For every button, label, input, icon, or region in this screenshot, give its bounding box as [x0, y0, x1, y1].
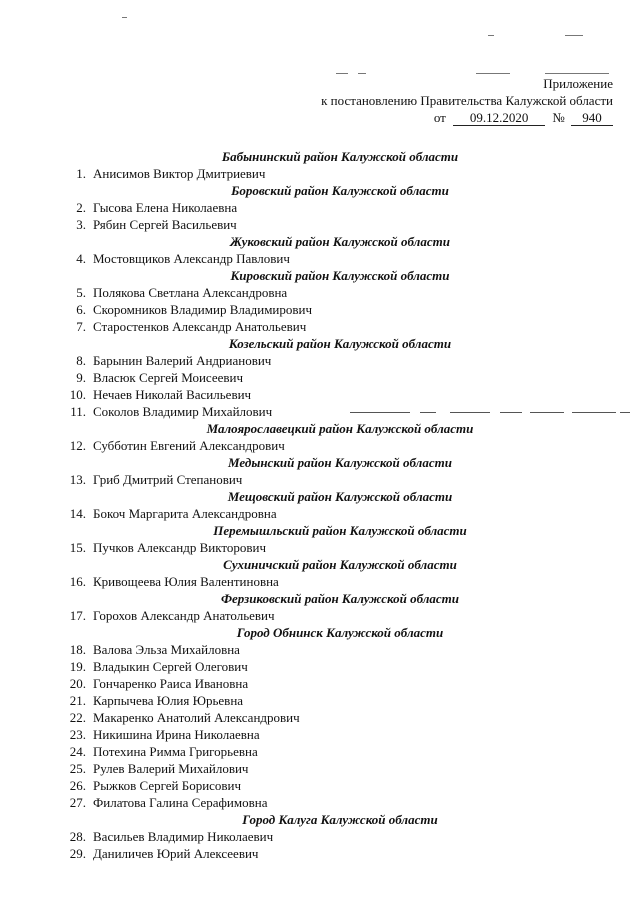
list-item: [60, 301, 620, 318]
item-number: 21.: [69, 693, 86, 708]
district-heading: Боровский район Калужской области: [231, 183, 449, 198]
person-name: Нечаев Николай Васильевич: [93, 387, 252, 402]
item-number: 22.: [69, 710, 86, 725]
list-item: [60, 437, 620, 454]
item-number: 24.: [69, 744, 86, 759]
scan-artifact-dash: [350, 412, 410, 413]
item-number: 8.: [76, 353, 86, 368]
date-prefix: от: [433, 110, 446, 125]
scan-artifact-dash: [530, 412, 564, 413]
item-number: 19.: [69, 659, 86, 674]
item-number: 6.: [76, 302, 86, 317]
list-item: [60, 284, 620, 301]
list-item: [60, 403, 620, 420]
item-number: 18.: [69, 642, 86, 657]
item-number: 13.: [69, 472, 86, 487]
list-item: [60, 386, 620, 403]
person-name: Макаренко Анатолий Александрович: [93, 710, 300, 725]
item-number: 11.: [70, 404, 86, 419]
item-number: 14.: [69, 506, 86, 521]
item-number: 3.: [76, 217, 86, 232]
list-item: [60, 794, 620, 811]
district-heading: Ферзиковский район Калужской области: [220, 591, 460, 606]
person-name: Филатова Галина Серафимовна: [93, 795, 268, 810]
appendix-title: Приложение: [543, 76, 613, 91]
number-prefix: №: [552, 110, 565, 125]
list-item: [60, 845, 620, 862]
person-name: Соколов Владимир Михайлович: [93, 404, 273, 419]
scan-artifact-dash: [420, 412, 436, 413]
list-item: [60, 692, 620, 709]
person-name: Гончаренко Раиса Ивановна: [93, 676, 249, 691]
item-number: 25.: [69, 761, 86, 776]
person-name: Старостенков Александр Анатольевич: [93, 319, 307, 334]
list-item: [60, 199, 620, 216]
item-number: 9.: [76, 370, 86, 385]
district-heading: Сухиничский район Калужской области: [223, 557, 457, 572]
person-name: Потехина Римма Григорьевна: [93, 744, 258, 759]
district-heading: Кировский район Калужской области: [230, 268, 450, 283]
district-heading: Козельский район Калужской области: [228, 336, 452, 351]
list-item: [60, 318, 620, 335]
person-name: Владыкин Сергей Олегович: [93, 659, 248, 674]
list-item: [60, 165, 620, 182]
person-name: Полякова Светлана Александровна: [93, 285, 288, 300]
list-item: [60, 658, 620, 675]
person-name: Карпычева Юлия Юрьевна: [93, 693, 244, 708]
scan-artifact-line: [565, 35, 583, 36]
date-field: 09.12.2020: [453, 111, 545, 126]
scan-artifact-line: [476, 73, 510, 74]
item-number: 1.: [76, 166, 86, 181]
scan-artifact-dash: [500, 412, 522, 413]
scan-artifact-line: [122, 17, 127, 18]
person-name: Бокоч Маргарита Александровна: [93, 506, 277, 521]
item-number: 16.: [69, 574, 86, 589]
district-heading: Мещовский район Калужской области: [227, 489, 453, 504]
list-item: [60, 726, 620, 743]
scan-artifact-dash: [450, 412, 490, 413]
list-item: [60, 828, 620, 845]
list-item: [60, 675, 620, 692]
list-item: [60, 777, 620, 794]
district-heading: Бабынинский район Калужской области: [221, 149, 459, 164]
person-name: Пучков Александр Викторович: [93, 540, 267, 555]
person-name: Барынин Валерий Андрианович: [93, 353, 272, 368]
list-item: [60, 505, 620, 522]
district-heading: Город Калуга Калужской области: [242, 812, 438, 827]
item-number: 15.: [69, 540, 86, 555]
person-name: Мостовщиков Александр Павлович: [93, 251, 290, 266]
item-number: 17.: [69, 608, 86, 623]
item-number: 5.: [76, 285, 86, 300]
scan-artifact-dashes: [350, 403, 640, 420]
item-number: 23.: [69, 727, 86, 742]
scan-artifact-dash: [620, 412, 630, 413]
item-number: 27.: [69, 795, 86, 810]
scan-artifact-line: [358, 73, 366, 74]
person-name: Субботин Евгений Александрович: [93, 438, 285, 453]
list-item: [60, 250, 620, 267]
document-header: [321, 75, 613, 126]
list-item: [60, 743, 620, 760]
person-name: Рябин Сергей Васильевич: [93, 217, 237, 232]
item-number: 4.: [76, 251, 86, 266]
list-item: [60, 709, 620, 726]
item-number: 20.: [69, 676, 86, 691]
date-number-line: [321, 109, 613, 126]
list-item: [60, 369, 620, 386]
person-name: Анисимов Виктор Дмитриевич: [93, 166, 266, 181]
item-number: 26.: [69, 778, 86, 793]
list-item: [60, 607, 620, 624]
scan-artifact-dash: [572, 412, 616, 413]
item-number: 7.: [76, 319, 86, 334]
person-name: Гысова Елена Николаевна: [93, 200, 238, 215]
scan-artifact-line: [336, 73, 348, 74]
list-item: [60, 471, 620, 488]
person-name: Власюк Сергей Моисеевич: [93, 370, 244, 385]
district-heading: Город Обнинск Калужской области: [236, 625, 444, 640]
district-heading: Медынский район Калужской области: [228, 455, 452, 470]
item-number: 10.: [69, 387, 86, 402]
list-item: [60, 216, 620, 233]
item-number: 12.: [69, 438, 86, 453]
item-number: 2.: [76, 200, 86, 215]
person-name: Васильев Владимир Николаевич: [93, 829, 274, 844]
resolution-reference: к постановлению Правительства Калужской области: [321, 93, 613, 108]
scan-artifact-line: [545, 73, 609, 74]
person-name: Никишина Ирина Николаевна: [93, 727, 260, 742]
list-item: [60, 573, 620, 590]
person-name: Рулев Валерий Михайлович: [93, 761, 249, 776]
item-number: 28.: [69, 829, 86, 844]
scan-artifact-line: [488, 35, 494, 36]
person-name: Валова Эльза Михайловна: [93, 642, 240, 657]
person-name: Скоромников Владимир Владимирович: [93, 302, 313, 317]
item-number: 29.: [69, 846, 86, 861]
district-heading: Перемышльский район Калужской области: [213, 523, 467, 538]
district-heading: Малоярославецкий район Калужской области: [206, 421, 474, 436]
candidate-list: [60, 148, 620, 862]
number-field: 940: [571, 111, 613, 126]
person-name: Кривощеева Юлия Валентиновна: [93, 574, 279, 589]
person-name: Рыжков Сергей Борисович: [93, 778, 242, 793]
person-name: Гриб Дмитрий Степанович: [93, 472, 243, 487]
person-name: Горохов Александр Анатольевич: [93, 608, 275, 623]
list-item: [60, 352, 620, 369]
list-item: [60, 641, 620, 658]
person-name: Даниличев Юрий Алексеевич: [93, 846, 259, 861]
district-heading: Жуковский район Калужской области: [230, 234, 450, 249]
list-item: [60, 539, 620, 556]
list-item: [60, 760, 620, 777]
